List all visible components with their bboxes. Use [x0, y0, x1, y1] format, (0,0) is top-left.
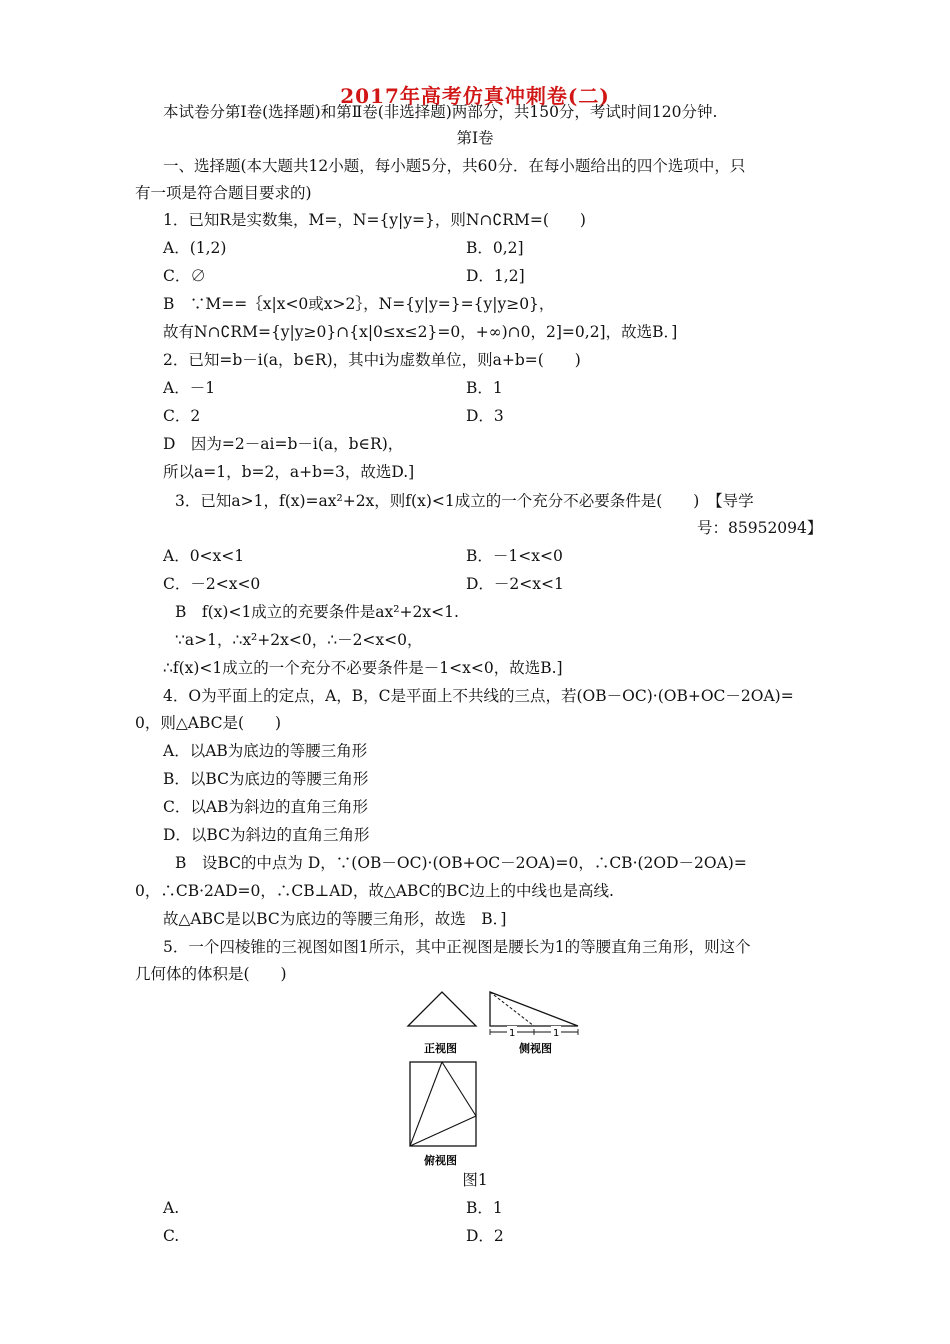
- dimension-label-1: 1: [509, 1028, 516, 1039]
- q5-option-d: D．2: [466, 1227, 504, 1245]
- q4-answer-line3: 故△ABC是以BC为底边的等腰三角形，故选 B．]: [163, 910, 507, 928]
- q4-answer-line1: B 设BC的中点为 D，∵(OB－OC)·(OB+OC－2OA)=0，∴CB·(2OD－2OA)=: [175, 854, 747, 872]
- figure-caption: 图1: [462, 1171, 488, 1189]
- q2-stem: 2．已知=b－i(a，b∈R)，其中i为虚数单位，则a+b=( ): [163, 351, 581, 369]
- section-heading: 第Ⅰ卷: [456, 129, 494, 147]
- q4-stem-line1: 4．O为平面上的定点，A，B，C是平面上不共线的三点，若(OB－OC)·(OB+OC－2OA)=: [163, 687, 794, 705]
- side-view-triangle: [490, 992, 578, 1026]
- q5-option-a: A.: [163, 1199, 180, 1217]
- q1-answer-line2: 故有N∩∁RM={y|y≥0}∩{x|0≤x≤2}=0，+∞)∩0，2]=0,2]，故选B．]: [163, 323, 678, 341]
- q1-answer-line1: B ∵M==｛x|x<0或x>2｝，N={y|y=}={y|y≥0}，: [163, 295, 555, 313]
- side-view-hidden-edge: [490, 992, 534, 1026]
- intro-text: 本试卷分第Ⅰ卷(选择题)和第Ⅱ卷(非选择题)两部分，共150分，考试时间120分钟.: [163, 103, 718, 121]
- q1-option-b: B．0,2]: [466, 239, 524, 257]
- page-title: 2017年高考仿真冲刺卷(二): [340, 84, 610, 108]
- q2-option-a: A．－1: [163, 379, 216, 397]
- q4-option-b: B．以BC为底边的等腰三角形: [163, 770, 369, 788]
- q5-option-c: C.: [163, 1227, 180, 1245]
- q1-option-a: A．(1,2): [163, 239, 227, 257]
- front-view-triangle: [408, 992, 476, 1026]
- q3-stem-ref: 号：85952094】: [697, 519, 823, 537]
- q1-stem: 1．已知R是实数集，M=，N={y|y=}，则N∩∁RM=( ): [163, 211, 586, 229]
- q2-option-d: D．3: [466, 407, 504, 425]
- q4-stem-line2: 0，则△ABC是( ): [135, 714, 282, 732]
- q3-stem: 3．已知a>1，f(x)=ax²+2x，则f(x)<1成立的一个充分不必要条件是( ) 【导学: [175, 492, 754, 510]
- q3-answer-line3: ∴f(x)<1成立的一个充分不必要条件是－1<x<0，故选B.]: [163, 659, 563, 677]
- q2-option-c: C．2: [163, 407, 201, 425]
- q3-option-d: D．－2<x<1: [466, 575, 564, 593]
- q5-stem-line2: 几何体的体积是( ): [135, 965, 287, 983]
- q4-option-a: A．以AB为底边的等腰三角形: [163, 742, 368, 760]
- q3-option-c: C．－2<x<0: [163, 575, 261, 593]
- q4-option-d: D．以BC为斜边的直角三角形: [163, 826, 370, 844]
- q3-option-b: B．－1<x<0: [466, 547, 563, 565]
- q4-answer-line2: 0，∴CB·2AD=0，∴CB⊥AD，故△ABC的BC边上的中线也是高线.: [135, 882, 614, 900]
- three-view-drawing: [404, 988, 594, 1168]
- q2-answer-line2: 所以a=1，b=2，a+b=3，故选D.]: [163, 463, 415, 481]
- three-view-figure: [404, 988, 594, 1168]
- q4-option-c: C．以AB为斜边的直角三角形: [163, 798, 368, 816]
- part-instructions-line1: 一、选择题(本大题共12小题，每小题5分，共60分．在每小题给出的四个选项中，只: [163, 157, 746, 175]
- part-instructions-line2: 有一项是符合题目要求的): [135, 184, 312, 202]
- q2-answer-line1: D 因为=2－ai=b－i(a，b∈R)，: [163, 435, 404, 453]
- q5-option-b: B．1: [466, 1199, 503, 1217]
- top-view-label: 俯视图: [424, 1154, 457, 1167]
- q1-option-c: C．∅: [163, 267, 206, 285]
- dimension-label-2: 1: [553, 1028, 560, 1039]
- q3-answer-line2: ∵a>1，∴x²+2x<0，∴－2<x<0，: [175, 631, 423, 649]
- q3-answer-line1: B f(x)<1成立的充要条件是ax²+2x<1.: [175, 603, 459, 621]
- q5-stem-line1: 5．一个四棱锥的三视图如图1所示，其中正视图是腰长为1的等腰直角三角形，则这个: [163, 938, 751, 956]
- q3-option-a: A．0<x<1: [163, 547, 245, 565]
- front-view-label: 正视图: [424, 1042, 457, 1055]
- q1-option-d: D．1,2]: [466, 267, 525, 285]
- q2-option-b: B．1: [466, 379, 503, 397]
- top-view-rectangle: [410, 1062, 476, 1146]
- side-view-label: 侧视图: [519, 1042, 552, 1055]
